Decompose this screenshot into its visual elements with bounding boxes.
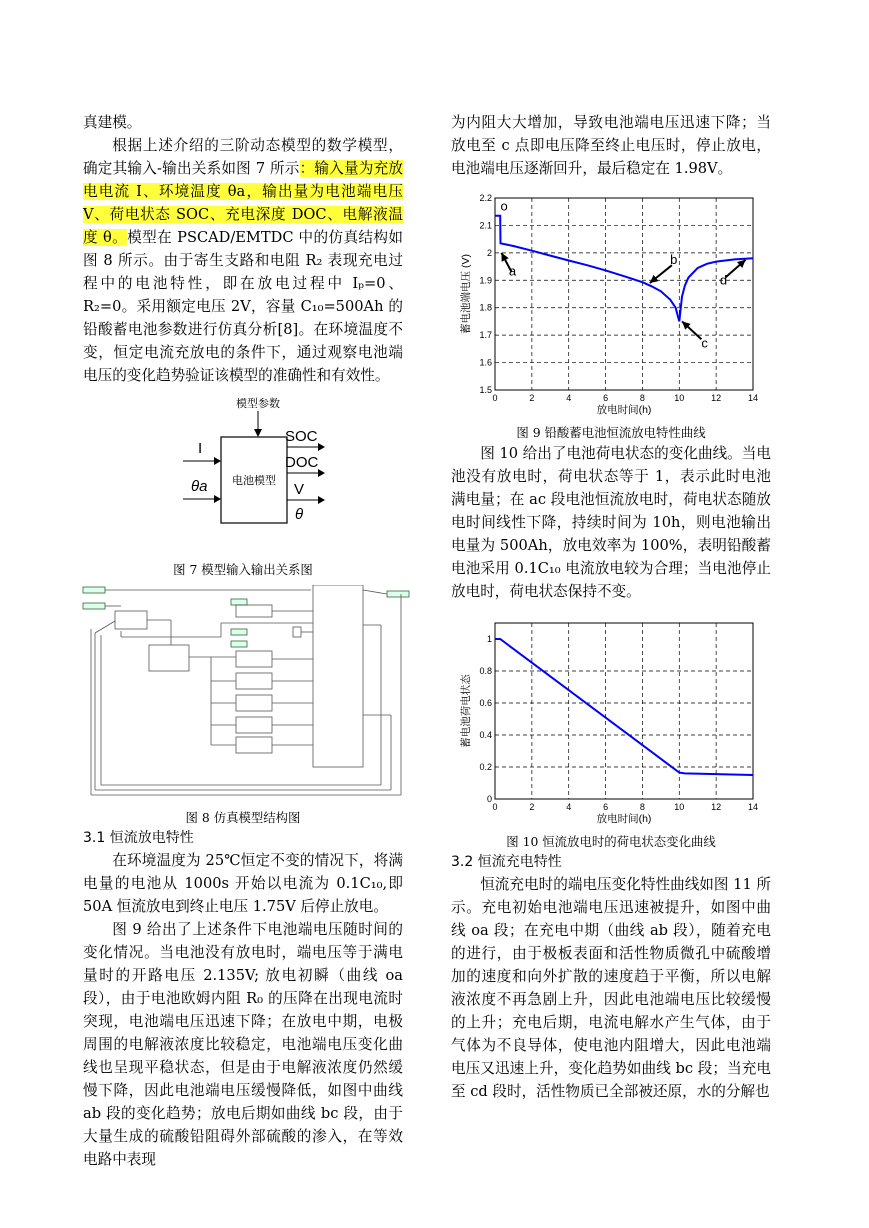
highlighted-text: ：输入量为充放电电流 I、环境温度 θa，输出量为电池端电压 V、荷电状态 SOC、充电深度 DOC、电解液温度 θ。 [83, 160, 403, 246]
figure-7-diagram [83, 393, 403, 553]
y-tick-label: 1.5 [479, 385, 492, 395]
paragraph-fig10-description: 图 10 给出了电池荷电状态的变化曲线。当电池没有放电时，荷电状态等于 1，表示此时电池满电量；在 ac 段电池恒流放电时，荷电状态随放电时间线性下降，持续时间为 10h，则电池输出电量为 500Ah，放电效率为 100%，表明铅酸蓄电池采用 0.1C₁₀ 电流放电较为合理；当电池停止放电时，荷电状态保持不变。 [451, 445, 771, 600]
x-axis-label: 放电时间(h) [596, 404, 652, 416]
x-tick-label: 0 [492, 802, 498, 812]
battery-model-label: 电池模型 [232, 475, 276, 487]
y-tick-label: 1.9 [479, 275, 492, 286]
section-3-1-heading: 3.1 恒流放电特性 [83, 830, 194, 846]
y-axis-label: 蓄电池荷电状态 [460, 674, 472, 748]
y-tick-label: 1 [486, 634, 492, 644]
paragraph-io-relation: 根据上述介绍的三阶动态模型的数学模型，确定其输入-输出关系如图 7 所示：输入量为充放电电流 I、环境温度 θa，输出量为电池端电压 V、荷电状态 SOC、充电深度 DOC、电解液温度 θ。模型在 PSCAD/EMTDC 中的仿真结构如图 8 所示。由于寄生支路和电阻 R₂ 表现充电过程中的电池特性，即在放电过程中 Iₚ=0、R₂=0。采用额定电压 2V，容量 C₁₀=500Ah 的铅酸蓄电池参数进行仿真分析[8]。在环境温度不变，恒定电流充放电的条件下，通过观察电池端电压的变化趋势验证该模型的准确性和有效性。 [83, 137, 403, 384]
x-axis-label: 放电时间(h) [596, 813, 652, 825]
x-tick-label: 2 [529, 393, 535, 403]
right-column [451, 111, 771, 1103]
output-theta-label: θ [295, 506, 304, 523]
y-tick-label: 0.4 [479, 730, 492, 740]
y-tick-label: 1.6 [479, 357, 492, 368]
x-tick-label: 8 [639, 802, 645, 812]
annotation-2: b [670, 251, 678, 267]
plot-area [495, 623, 753, 799]
figure-8-diagram [81, 585, 411, 807]
output-doc-label: DOC [285, 454, 319, 471]
x-tick-label: 0 [492, 393, 498, 403]
figure-7-caption: 图 7 模型输入输出关系图 [173, 562, 313, 577]
x-tick-label: 2 [529, 802, 535, 812]
x-tick-label: 6 [603, 802, 609, 812]
figure-9-voltage-chart [451, 190, 781, 420]
y-tick-label: 1.8 [479, 302, 492, 313]
annotation-4: d [719, 272, 728, 288]
annotation-3: c [701, 335, 708, 351]
model-param-label: 模型参数 [236, 398, 280, 410]
annotation-0: o [500, 198, 508, 214]
paragraph-charge-description: 恒流充电时的端电压变化特性曲线如图 11 所示。充电初始电池端电压迅速被提升，如图中曲线 oa 段；在充电中期（曲线 ab 段），随着充电的进行，由于极板表面和活性物质微孔中硫酸增加的速度和向外扩散的速度趋于平衡，所以电解液浓度不再急剧上升，因此电池端电压比较缓慢的上升；充电后期，电流电解水产生气体，由于气体为不良导体，使电池内阻增大，因此电池端电压又迅速上升，变化趋势如曲线 bc 段；当充电至 cd 段时，活性物质已全部被还原，水的分解也 [451, 876, 771, 1100]
paragraph-continued: 为内阻大大增加，导致电池端电压迅速下降；当放电至 c 点即电压降至终止电压时，停止放电，电池端电压逐渐回升，最后稳定在 1.98V。 [451, 114, 771, 177]
x-tick-label: 12 [711, 393, 722, 403]
x-tick-label: 4 [566, 393, 572, 403]
input-temp-label: θa [191, 478, 208, 495]
x-tick-label: 6 [603, 393, 609, 403]
x-tick-label: 8 [639, 393, 645, 403]
y-tick-label: 0.8 [479, 666, 492, 676]
x-tick-label: 12 [711, 802, 722, 812]
y-tick-label: 2.2 [479, 193, 492, 203]
paragraph: 真建模。 [83, 114, 142, 131]
left-column [83, 111, 403, 1171]
output-soc-label: SOC [285, 428, 318, 445]
y-tick-label: 1.7 [479, 330, 492, 341]
plot-area [495, 198, 753, 390]
y-tick-label: 2.1 [479, 220, 492, 231]
y-tick-label: 0.2 [479, 762, 492, 772]
annotation-1: a [508, 263, 517, 279]
input-current-label: I [198, 440, 203, 457]
x-tick-label: 10 [674, 802, 685, 812]
section-3-2-heading: 3.2 恒流充电特性 [451, 854, 562, 870]
x-tick-label: 14 [747, 393, 759, 403]
x-tick-label: 4 [566, 802, 572, 812]
y-tick-label: 2 [486, 247, 492, 258]
figure-10-caption: 图 10 恒流放电时的荷电状态变化曲线 [506, 834, 716, 849]
y-axis-label: 蓄电池端电压 (V) [460, 254, 472, 334]
paragraph-discharge-conditions: 在环境温度为 25℃恒定不变的情况下，将满电量的电池从 1000s 开始以电流为 0.1C₁₀,即 50A 恒流放电到终止电压 1.75V 后停止放电。 [83, 852, 403, 915]
x-tick-label: 10 [674, 393, 685, 403]
paragraph-fig9-description: 图 9 给出了上述条件下电池端电压随时间的变化情况。当电池没有放电时，端电压等于满电量时的开路电压 2.135V; 放电初瞬（曲线 oa 段），由于电池欧姆内阻 R₀ 的压降在出现电流时突现，电池端电压迅速下降；在放电中期，电极周围的电解液浓度比较稳定，电池端电压变化曲线也呈现平稳状态，但是由于电解液浓度仍然缓慢下降，因此电池端电压缓慢降低，如图中曲线 ab 段的变化趋势；放电后期如曲线 bc 段，由于大量生成的硫酸铅阻碍外部硫酸的渗入，在等效电路中表现 [83, 921, 403, 1168]
x-tick-label: 14 [747, 802, 759, 812]
figure-10-soc-chart [451, 617, 781, 831]
output-v-label: V [294, 481, 305, 498]
y-tick-label: 0.6 [479, 698, 492, 708]
figure-8-caption: 图 8 仿真模型结构图 [185, 810, 301, 825]
figure-9-caption: 图 9 铅酸蓄电池恒流放电特性曲线 [516, 425, 706, 440]
y-tick-label: 0 [486, 794, 492, 804]
